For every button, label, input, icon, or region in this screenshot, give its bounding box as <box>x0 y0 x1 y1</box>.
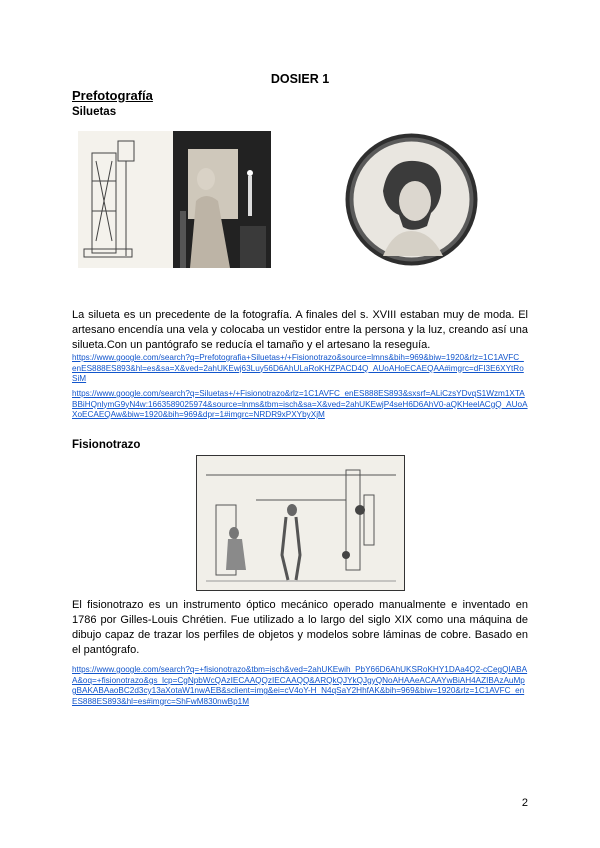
subheading-fisionotrazo: Fisionotrazo <box>72 439 141 451</box>
fisionotrazo-image <box>196 455 405 591</box>
paragraph-fisionotrazo: El fisionotrazo es un instrumento óptico mecánico operado manualmente e inventado en 1786 por Gilles-Louis Chrétien. Fue utilizado a lo largo del siglo XIX como una máquina de dibujo capaz de trazar los perfiles de objetos y modelos sobre láminas de cobre. Basado en el pantógrafo. <box>72 599 528 656</box>
link-fisionotrazo[interactable]: https://www.google.com/search?q=+fisionotrazo&tbm=isch&ved=2ahUKEwih_PbY66D6AhUKSRoKHY1DAa4Q2-cCegQIABAA&oq=+fisionotrazo&gs_lcp=CgNpbWcQAzIECAAQQzIECAAQQ&ARQkQJYkQJgyQNoAHAAeACAAYwBiAH4AZIBAzAuMpgBAKABAaoBC2d3cy13aXotaW1nwAEB&sclient=img&ei=cV4oY-H_N4qSaY2HhfAK&bih=969&biw=1920&rlz=1C1AVFC_enES888ES893&hl=es#imgrc=ShFwM830nwBp1M <box>72 665 528 706</box>
section-heading: Prefotografía <box>72 88 153 103</box>
silhouette-portrait-image <box>343 131 480 268</box>
link-siluetas-1[interactable]: https://www.google.com/search?q=Prefotografia+Siluetas+/+Fisionotrazo&source=lmns&bih=969&biw=1920&rlz=1C1AVFC_enES888ES893&hl=es&sa=X&ved=2ahUKEwj63Luy56D6AhULaRoKHZPACD4Q_AUoAHoECAEQAA#imgrc=dFI3E6XYtRoSiM <box>72 353 524 383</box>
link-siluetas-2[interactable]: https://www.google.com/search?q=Siluetas+/+Fisionotrazo&rlz=1C1AVFC_enES888ES893&sxsrf=ALiCzsYDvqS1Wzm1XTABBiHQnlymG9yN4w:1663589025974&source=lnms&tbm=isch&sa=X&ved=2ahUKEwjP4seH6D6AhV0-aQKHeelACgQ_AUoAXoECAEQAw&biw=1920&bih=969&dpr=1#imgrc=NRDR9xPXYbyXjM <box>72 389 528 419</box>
subheading-siluetas: Siluetas <box>72 106 117 118</box>
paragraph-siluetas: La silueta es un precedente de la fotografía. A finales del s. XVIII estaban muy de moda. El artesano encendía una vela y colocaba un vestidor entre la persona y la luz, creando así una silueta.Con un pantógrafo se reducía el tamaño y el artesano la reseguía. <box>72 309 528 351</box>
document-title: DOSIER 1 <box>270 72 330 86</box>
silhouette-machine-image <box>78 131 271 268</box>
page-number: 2 <box>521 797 528 809</box>
